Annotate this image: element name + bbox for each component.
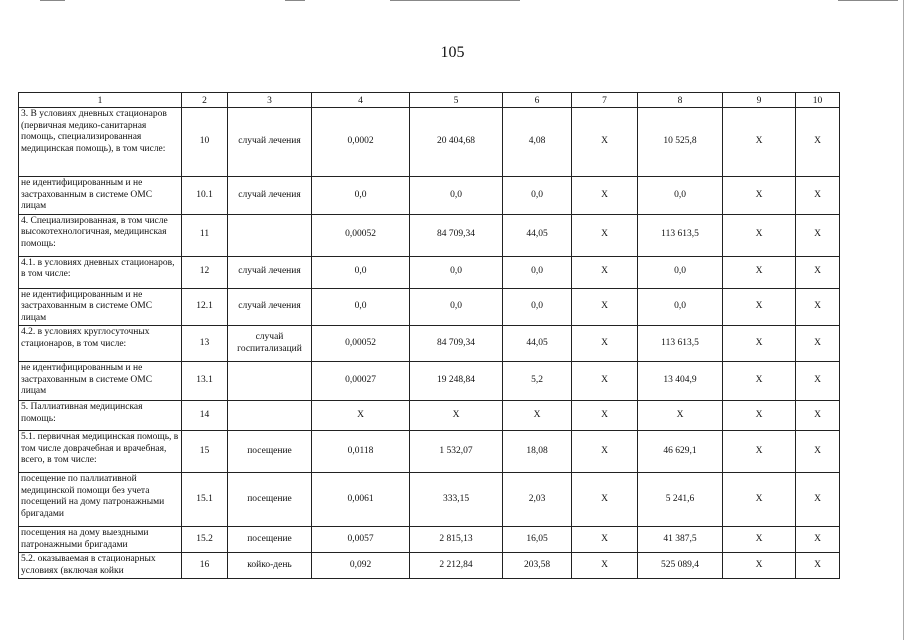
cell-value: Х: [723, 527, 796, 553]
column-header: 5: [410, 93, 503, 108]
cell-value: 0,0: [503, 288, 572, 326]
cell-value: 10 525,8: [638, 108, 723, 177]
row-description: не идентифицированным и не застрахованным в системе ОМС лицам: [19, 177, 182, 215]
row-description: 5.1. первичная медицинская помощь, в том числе доврачебная и врачебная, всего, в том числе:: [19, 431, 182, 473]
cell-value: 84 709,34: [410, 214, 503, 256]
cell-value: 19 248,84: [410, 362, 503, 401]
cell-value: Х: [723, 214, 796, 256]
column-header: 9: [723, 93, 796, 108]
row-unit: случай госпитализаций: [228, 326, 312, 362]
row-code: 12: [182, 256, 228, 288]
cell-value: Х: [796, 431, 840, 473]
cell-value: 44,05: [503, 326, 572, 362]
cell-value: Х: [572, 527, 638, 553]
cell-value: Х: [723, 431, 796, 473]
page-number: 105: [440, 44, 465, 61]
cell-value: Х: [410, 401, 503, 431]
scan-right-edge: [903, 0, 904, 640]
row-description: посещение по паллиативной медицинской помощи без учета посещений на дому патронажными бригадами: [19, 473, 182, 527]
cell-value: Х: [796, 288, 840, 326]
table-row: [19, 362, 840, 401]
row-unit: посещение: [228, 473, 312, 527]
column-header: 7: [572, 93, 638, 108]
cell-value: Х: [572, 108, 638, 177]
row-description: 3. В условиях дневных стационаров (первичная медико-санитарная помощь, специализированная медицинская помощь), в том числе:: [19, 108, 182, 177]
table-row: [19, 527, 840, 553]
table-row: [19, 214, 840, 256]
cell-value: 0,0: [312, 177, 410, 215]
table-row: [19, 431, 840, 473]
cell-value: 203,58: [503, 553, 572, 579]
cell-value: Х: [572, 553, 638, 579]
cell-value: 0,0118: [312, 431, 410, 473]
cell-value: 16,05: [503, 527, 572, 553]
cell-value: Х: [723, 473, 796, 527]
cell-value: Х: [572, 362, 638, 401]
cell-value: Х: [723, 288, 796, 326]
cell-value: 0,0: [410, 256, 503, 288]
table-row: [19, 177, 840, 215]
scan-top-line-center: [390, 0, 520, 1]
scan-top-line-left: [40, 0, 65, 1]
cell-value: 0,0: [503, 177, 572, 215]
cell-value: Х: [572, 177, 638, 215]
column-header: 1: [19, 93, 182, 108]
row-unit: койко-день: [228, 553, 312, 579]
row-unit: [228, 401, 312, 431]
row-unit: случай лечения: [228, 177, 312, 215]
cell-value: Х: [572, 431, 638, 473]
row-code: 15.2: [182, 527, 228, 553]
cell-value: Х: [723, 177, 796, 215]
cell-value: 20 404,68: [410, 108, 503, 177]
cell-value: 41 387,5: [638, 527, 723, 553]
table-row: [19, 401, 840, 431]
cell-value: 333,15: [410, 473, 503, 527]
row-unit: посещение: [228, 431, 312, 473]
cell-value: 4,08: [503, 108, 572, 177]
cell-value: 113 613,5: [638, 326, 723, 362]
cell-value: 0,0: [638, 256, 723, 288]
cell-value: Х: [796, 527, 840, 553]
cell-value: Х: [572, 401, 638, 431]
row-description: 5.2. оказываемая в стационарных условиях (включая койки: [19, 553, 182, 579]
row-description: 4. Специализированная, в том числе высокотехнологичная, медицинская помощь:: [19, 214, 182, 256]
table-row: [19, 288, 840, 326]
cell-value: Х: [796, 362, 840, 401]
cell-value: Х: [796, 401, 840, 431]
cell-value: 0,0: [312, 288, 410, 326]
scan-top-line-mid: [285, 0, 305, 1]
cell-value: Х: [723, 401, 796, 431]
cell-value: 46 629,1: [638, 431, 723, 473]
cell-value: 2 212,84: [410, 553, 503, 579]
row-unit: случай лечения: [228, 108, 312, 177]
cell-value: Х: [572, 473, 638, 527]
scan-top-line-right: [838, 0, 898, 1]
column-header: 3: [228, 93, 312, 108]
cell-value: Х: [796, 256, 840, 288]
cell-value: Х: [796, 553, 840, 579]
cell-value: Х: [723, 108, 796, 177]
cell-value: Х: [796, 214, 840, 256]
cell-value: 0,0: [638, 177, 723, 215]
data-table: [18, 92, 840, 579]
column-number-row: [19, 93, 840, 108]
row-unit: случай лечения: [228, 288, 312, 326]
cell-value: Х: [796, 326, 840, 362]
column-header: 4: [312, 93, 410, 108]
row-unit: посещение: [228, 527, 312, 553]
table-row: [19, 256, 840, 288]
cell-value: 1 532,07: [410, 431, 503, 473]
row-description: 4.2. в условиях круглосуточных стационаров, в том числе:: [19, 326, 182, 362]
cell-value: 525 089,4: [638, 553, 723, 579]
row-code: 13.1: [182, 362, 228, 401]
row-code: 15.1: [182, 473, 228, 527]
row-unit: [228, 214, 312, 256]
cell-value: Х: [312, 401, 410, 431]
cell-value: 0,00027: [312, 362, 410, 401]
row-code: 12.1: [182, 288, 228, 326]
row-code: 16: [182, 553, 228, 579]
cell-value: 0,0: [638, 288, 723, 326]
cell-value: Х: [572, 288, 638, 326]
cell-value: 0,0: [503, 256, 572, 288]
cell-value: Х: [723, 362, 796, 401]
row-code: 10.1: [182, 177, 228, 215]
row-code: 15: [182, 431, 228, 473]
row-code: 10: [182, 108, 228, 177]
row-unit: [228, 362, 312, 401]
table-row: [19, 473, 840, 527]
cell-value: 0,00052: [312, 326, 410, 362]
cell-value: 0,0061: [312, 473, 410, 527]
cell-value: 0,0057: [312, 527, 410, 553]
column-header: 6: [503, 93, 572, 108]
cell-value: 0,0002: [312, 108, 410, 177]
column-header: 2: [182, 93, 228, 108]
cell-value: 44,05: [503, 214, 572, 256]
row-code: 13: [182, 326, 228, 362]
cell-value: Х: [572, 326, 638, 362]
row-unit: случай лечения: [228, 256, 312, 288]
cell-value: 13 404,9: [638, 362, 723, 401]
cell-value: Х: [638, 401, 723, 431]
column-header: 10: [796, 93, 840, 108]
cell-value: 2,03: [503, 473, 572, 527]
table-row: [19, 326, 840, 362]
row-description: не идентифицированным и не застрахованным в системе ОМС лицам: [19, 362, 182, 401]
row-description: 4.1. в условиях дневных стационаров, в том числе:: [19, 256, 182, 288]
row-description: не идентифицированным и не застрахованным в системе ОМС лицам: [19, 288, 182, 326]
cell-value: Х: [796, 473, 840, 527]
cell-value: Х: [503, 401, 572, 431]
row-code: 11: [182, 214, 228, 256]
cell-value: 0,0: [312, 256, 410, 288]
cell-value: Х: [796, 177, 840, 215]
cell-value: 0,00052: [312, 214, 410, 256]
column-header: 8: [638, 93, 723, 108]
table-row: [19, 553, 840, 579]
cell-value: 5 241,6: [638, 473, 723, 527]
row-code: 14: [182, 401, 228, 431]
cell-value: 0,0: [410, 177, 503, 215]
cell-value: Х: [796, 108, 840, 177]
cell-value: Х: [572, 214, 638, 256]
cell-value: 84 709,34: [410, 326, 503, 362]
row-description: 5. Паллиативная медицинская помощь:: [19, 401, 182, 431]
cell-value: 113 613,5: [638, 214, 723, 256]
cell-value: 0,0: [410, 288, 503, 326]
cell-value: 0,092: [312, 553, 410, 579]
cell-value: 18,08: [503, 431, 572, 473]
row-description: посещения на дому выездными патронажными бригадами: [19, 527, 182, 553]
cell-value: Х: [723, 326, 796, 362]
cell-value: Х: [723, 256, 796, 288]
cell-value: 5,2: [503, 362, 572, 401]
cell-value: 2 815,13: [410, 527, 503, 553]
table-row: [19, 108, 840, 177]
cell-value: Х: [572, 256, 638, 288]
cell-value: Х: [723, 553, 796, 579]
